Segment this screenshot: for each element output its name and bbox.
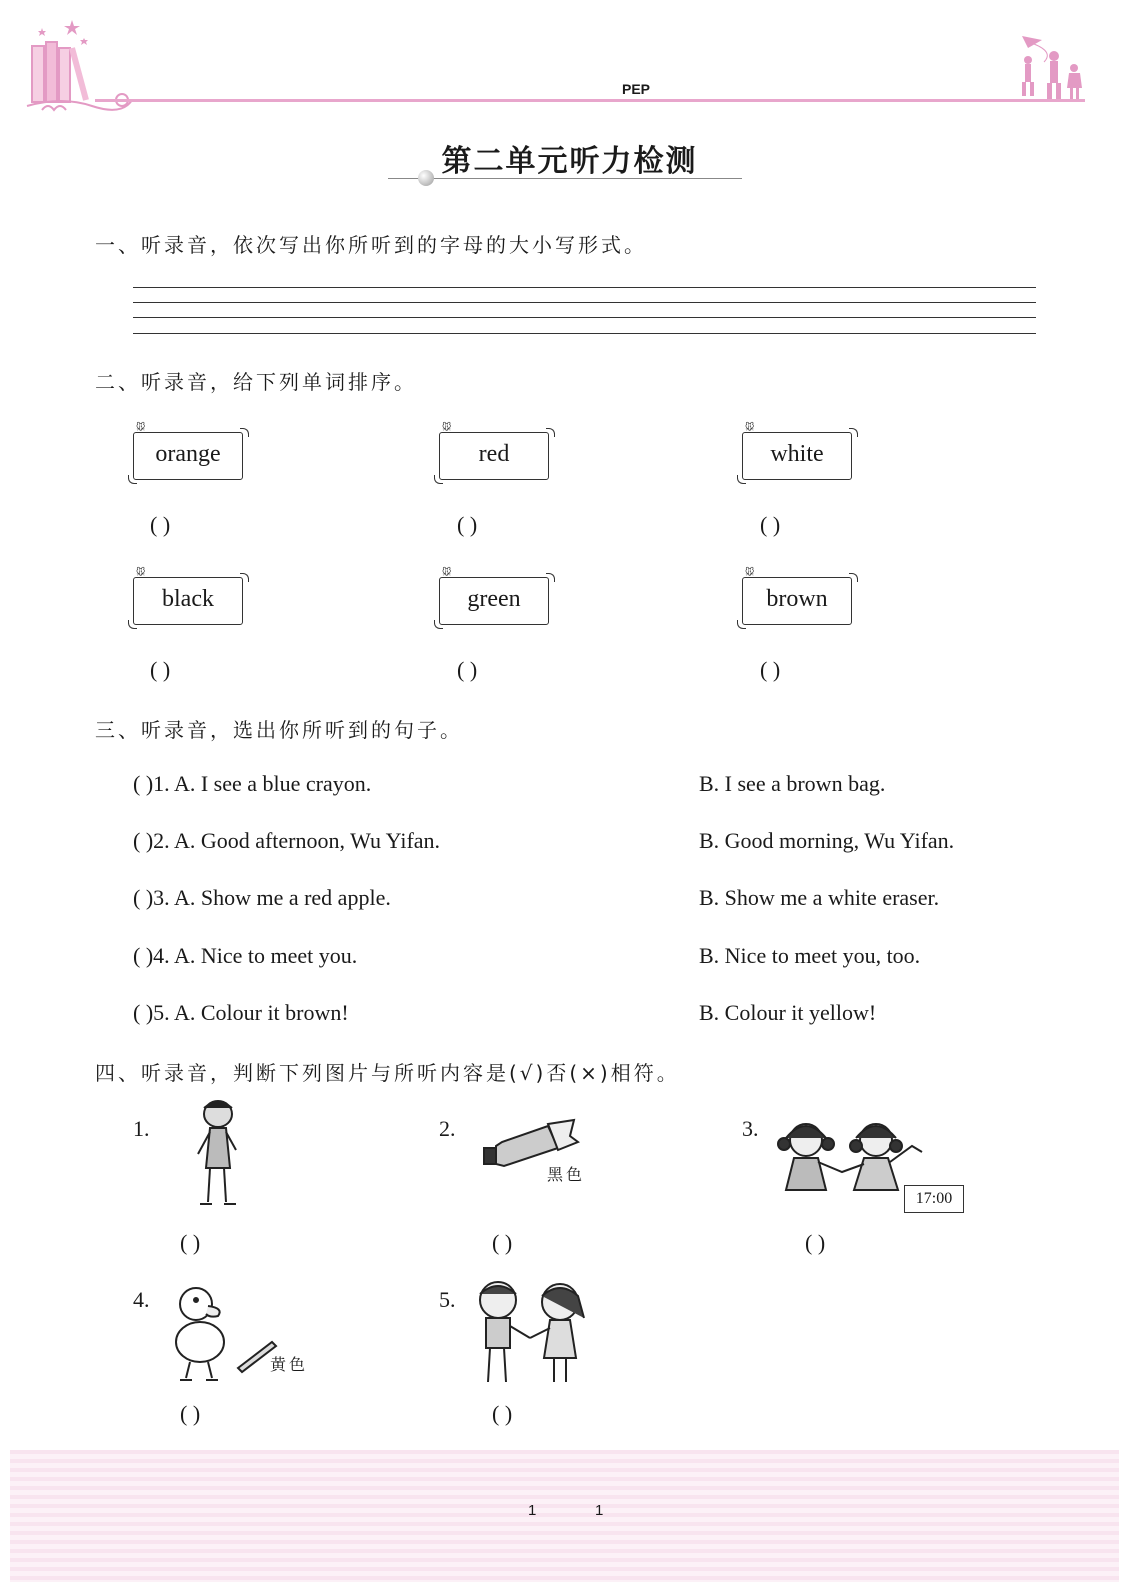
judge-blank-3[interactable]: ( ): [805, 1230, 826, 1255]
judge-blank-5[interactable]: ( ): [492, 1401, 513, 1426]
word-card-black: [133, 568, 243, 625]
footer-band: [10, 1450, 1119, 1582]
option-b: B. I see a brown bag.: [699, 771, 886, 796]
card-mouse-icon: 🐭: [442, 568, 452, 578]
word-card-green: [439, 568, 549, 625]
choice-row: [133, 943, 357, 969]
answer-blank[interactable]: ( ): [133, 828, 154, 853]
option-a: 1. A. I see a blue crayon.: [153, 771, 372, 796]
writing-line-3[interactable]: [133, 317, 1036, 318]
clock-time-label: 17:00: [904, 1185, 964, 1213]
order-blank-white[interactable]: ( ): [760, 512, 781, 537]
judge-blank-1[interactable]: ( ): [180, 1230, 201, 1255]
color-label-black: 黑色: [547, 1165, 586, 1184]
writing-line-2[interactable]: [133, 302, 1036, 303]
order-blank-brown[interactable]: ( ): [760, 657, 781, 682]
choice-row: [133, 885, 391, 911]
card-mouse-icon: 🐭: [136, 568, 146, 578]
option-a: 2. A. Good afternoon, Wu Yifan.: [153, 828, 441, 853]
choice-row: [133, 1000, 349, 1026]
title-underline: [388, 178, 742, 179]
word-card-text: white: [770, 441, 824, 467]
word-card-brown: [742, 568, 852, 625]
choice-row: [133, 828, 440, 854]
order-blank-green[interactable]: ( ): [457, 657, 478, 682]
writing-line-4[interactable]: [133, 333, 1036, 334]
order-blank-black[interactable]: ( ): [150, 657, 171, 682]
boy-girl-handshake-icon: [470, 1278, 592, 1390]
judge-blank-4[interactable]: ( ): [180, 1401, 201, 1426]
item-number: 2.: [439, 1116, 456, 1141]
header-decoration-right: [1014, 32, 1090, 102]
option-a: 4. A. Nice to meet you.: [153, 943, 358, 968]
card-mouse-icon: 🐭: [442, 423, 452, 433]
option-b: B. Nice to meet you, too.: [699, 943, 921, 968]
man-illustration-icon: [190, 1098, 250, 1213]
card-mouse-icon: 🐭: [136, 423, 146, 433]
section-3-heading: 三、听录音，选出你所听到的句子。: [95, 718, 463, 742]
item-number: 5.: [439, 1287, 456, 1312]
item-number: 3.: [742, 1116, 759, 1141]
series-label: PEP: [622, 81, 651, 97]
title-bullet-icon: [418, 170, 434, 186]
answer-blank[interactable]: ( ): [133, 885, 154, 910]
page-number-left: 1: [528, 1502, 537, 1519]
option-b: B. Show me a white eraser.: [699, 885, 940, 910]
two-girls-waving-icon: [772, 1116, 932, 1196]
word-card-text: green: [467, 586, 521, 612]
section-1-heading: 一、听录音，依次写出你所听到的字母的大小写形式。: [95, 233, 647, 257]
option-a: 5. A. Colour it brown!: [153, 1000, 349, 1025]
word-card-text: orange: [155, 441, 221, 467]
judge-blank-2[interactable]: ( ): [492, 1230, 513, 1255]
item-number: 4.: [133, 1287, 150, 1312]
header-decoration-left: [22, 18, 137, 118]
option-b: B. Colour it yellow!: [699, 1000, 877, 1025]
section-2-heading: 二、听录音，给下列单词排序。: [95, 370, 417, 394]
answer-blank[interactable]: ( ): [133, 943, 154, 968]
color-label-yellow: 黄色: [270, 1355, 309, 1374]
header-rule: [95, 99, 1085, 102]
word-card-white: [742, 423, 852, 480]
page-title: 第二单元听力检测: [441, 145, 698, 178]
order-blank-red[interactable]: ( ): [457, 512, 478, 537]
answer-blank[interactable]: ( ): [133, 1000, 154, 1025]
word-card-text: red: [478, 441, 510, 467]
duck-crayon-icon: [172, 1284, 282, 1384]
answer-blank[interactable]: ( ): [133, 771, 154, 796]
word-card-text: brown: [766, 586, 828, 612]
section-4-heading: 四、听录音，判断下列图片与所听内容是(√)否(×)相符。: [95, 1061, 680, 1085]
option-a: 3. A. Show me a red apple.: [153, 885, 391, 910]
word-card-red: [439, 423, 549, 480]
word-card-orange: [133, 423, 243, 480]
choice-row: [133, 771, 371, 797]
card-mouse-icon: 🐭: [745, 423, 755, 433]
word-card-text: black: [162, 586, 214, 612]
item-number: 1.: [133, 1116, 150, 1141]
page-number-right: 1: [595, 1502, 604, 1519]
order-blank-orange[interactable]: ( ): [150, 512, 171, 537]
option-b: B. Good morning, Wu Yifan.: [699, 828, 955, 853]
writing-line-1[interactable]: [133, 287, 1036, 288]
card-mouse-icon: 🐭: [745, 568, 755, 578]
